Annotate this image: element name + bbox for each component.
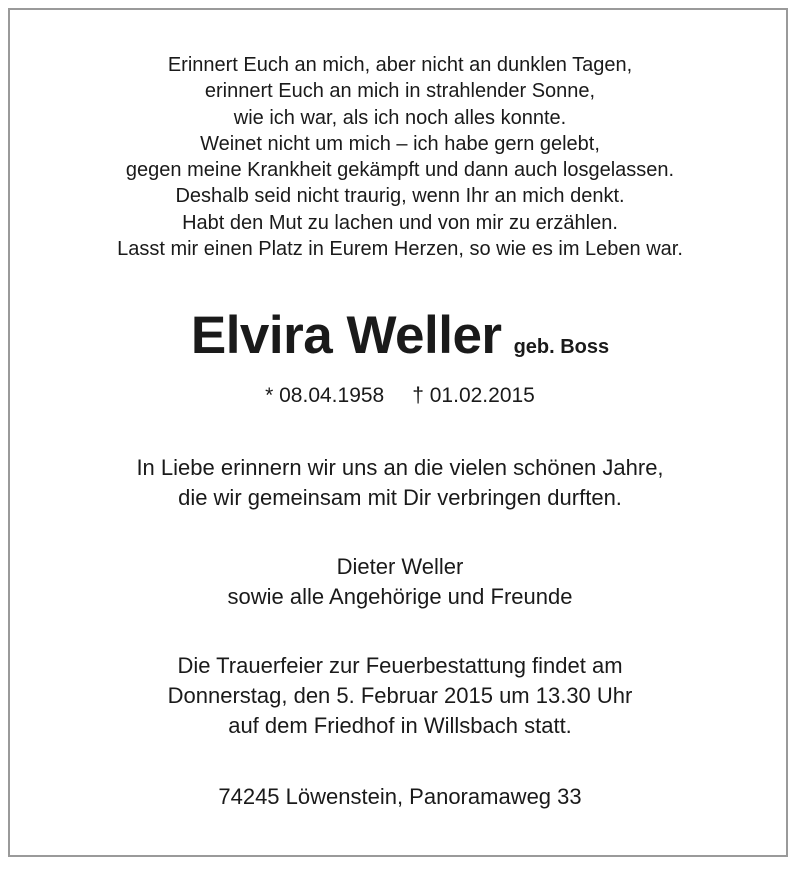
funeral-line: auf dem Friedhof in Willsbach statt.: [228, 713, 572, 738]
life-dates: [0, 384, 800, 408]
address-line: 74245 Löwenstein, Panoramaweg 33: [218, 784, 582, 809]
memory-line: In Liebe erinnern wir uns an die vielen schönen Jahre,: [136, 455, 664, 480]
poem-line: Habt den Mut zu lachen und von mir zu erzählen.: [182, 211, 618, 234]
poem-line: Lasst mir einen Platz in Eurem Herzen, so wie es im Leben war.: [117, 238, 683, 261]
poem-line: erinnert Euch an mich in strahlender Sonne,: [204, 80, 596, 103]
memory-line: die wir gemeinsam mit Dir verbringen durften.: [178, 485, 622, 510]
mourner-name: Dieter Weller: [336, 554, 464, 579]
memory-text: [0, 453, 800, 513]
mourners: [0, 552, 800, 612]
birth-date: * 08.04.1958: [265, 384, 385, 407]
poem-line: gegen meine Krankheit gekämpft und dann auch losgelassen.: [125, 159, 675, 182]
maiden-name: geb. Boss: [513, 336, 610, 358]
funeral-line: Die Trauerfeier zur Feuerbestattung findet am: [177, 653, 623, 678]
memorial-poem: [0, 52, 800, 262]
contact-address: [0, 782, 800, 812]
poem-line: Erinnert Euch an mich, aber nicht an dunklen Tagen,: [167, 54, 633, 76]
funeral-notice: [0, 651, 800, 741]
mourner-relatives: sowie alle Angehörige und Freunde: [227, 584, 573, 609]
poem-line: Deshalb seid nicht traurig, wenn Ihr an mich denkt.: [175, 185, 625, 208]
deceased-name-heading: [0, 305, 800, 366]
poem-line: wie ich war, als ich noch alles konnte.: [233, 106, 567, 129]
poem-line: Weinet nicht um mich – ich habe gern gelebt,: [200, 132, 600, 155]
deceased-name: Elvira Weller: [190, 306, 502, 365]
funeral-line: Donnerstag, den 5. Februar 2015 um 13.30 Uhr: [167, 683, 633, 708]
death-date: † 01.02.2015: [412, 384, 535, 407]
